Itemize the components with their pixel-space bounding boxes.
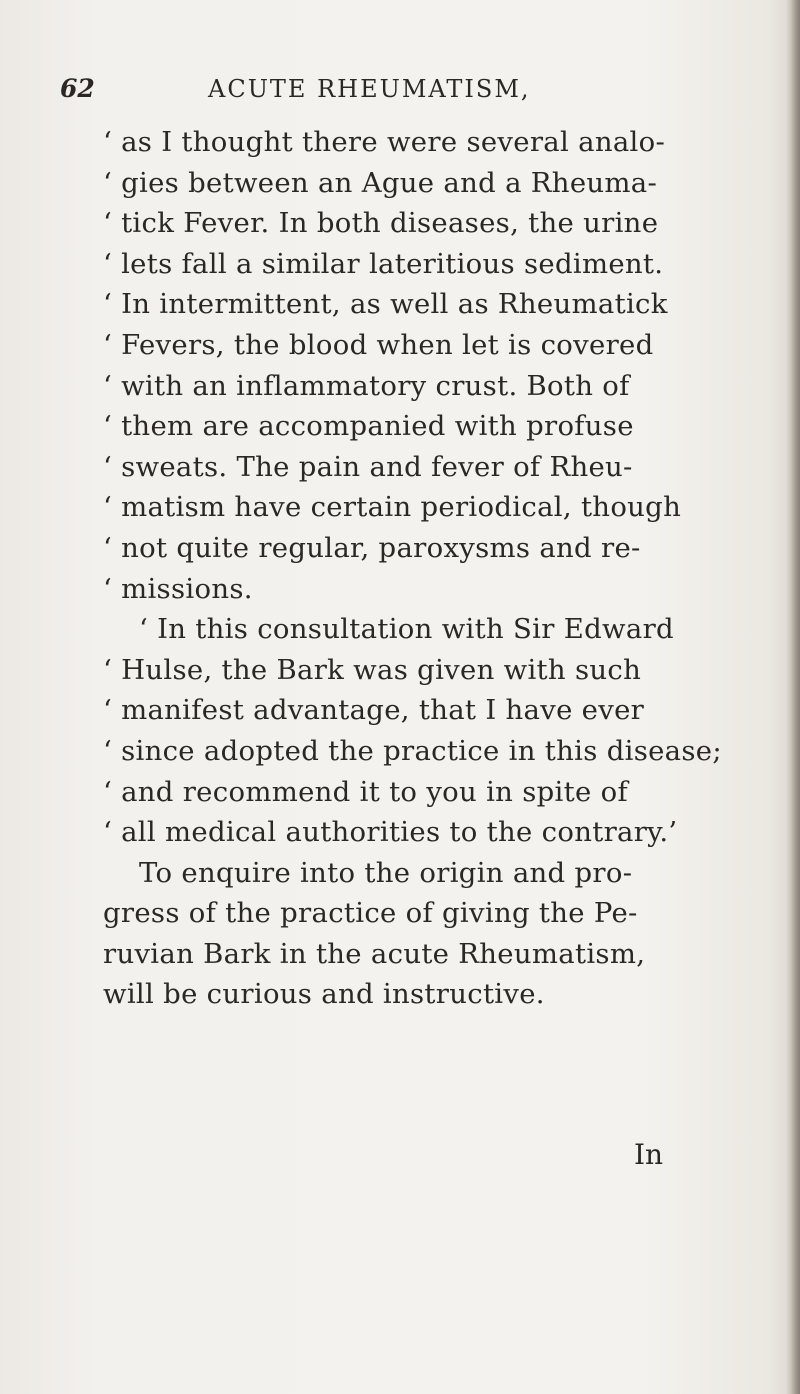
running-title: ACUTE RHEUMATISM,	[208, 75, 531, 103]
page-number: 62	[60, 74, 95, 103]
page-binding-edge	[786, 0, 800, 1394]
text-line: ‘ as I thought there were several analo-	[103, 126, 666, 158]
text-line: ‘ In this consultation with Sir Edward	[139, 613, 674, 646]
body-text	[103, 122, 723, 1015]
catchword: In	[634, 1138, 664, 1171]
text-line: ‘ missions.	[103, 572, 253, 605]
text-line: ‘ manifest advantage, that I have ever	[103, 694, 645, 727]
text-line: ‘ matism have certain periodical, though	[103, 491, 682, 524]
text-line: will be curious and instructive.	[103, 978, 545, 1011]
text-line: ‘ not quite regular, paroxysms and re-	[103, 531, 641, 564]
text-line: ‘ them are accompanied with profuse	[103, 410, 634, 443]
text-line: To enquire into the origin and pro-	[139, 856, 633, 889]
text-line: ‘ sweats. The pain and fever of Rheu-	[103, 450, 633, 483]
text-line: ‘ Fevers, the blood when let is covered	[103, 328, 654, 361]
text-line: ‘ Hulse, the Bark was given with such	[103, 653, 642, 686]
text-line: ‘ since adopted the practice in this disease;	[103, 734, 722, 767]
page-header	[60, 74, 740, 114]
text-line: ‘ In intermittent, as well as Rheumatick	[103, 288, 668, 321]
text-line: ‘ and recommend it to you in spite of	[103, 775, 628, 808]
text-line: ‘ tick Fever. In both diseases, the urine	[103, 207, 659, 240]
text-line: ‘ lets fall a similar lateritious sediment.	[103, 247, 664, 280]
text-line: ‘ gies between an Ague and a Rheuma-	[103, 166, 658, 199]
text-line: gress of the practice of giving the Pe-	[103, 897, 638, 930]
text-line: ruvian Bark in the acute Rheumatism,	[103, 937, 646, 970]
text-line: ‘ all medical authorities to the contrary.’	[103, 816, 678, 849]
text-line: ‘ with an inflammatory crust. Both of	[103, 369, 630, 402]
